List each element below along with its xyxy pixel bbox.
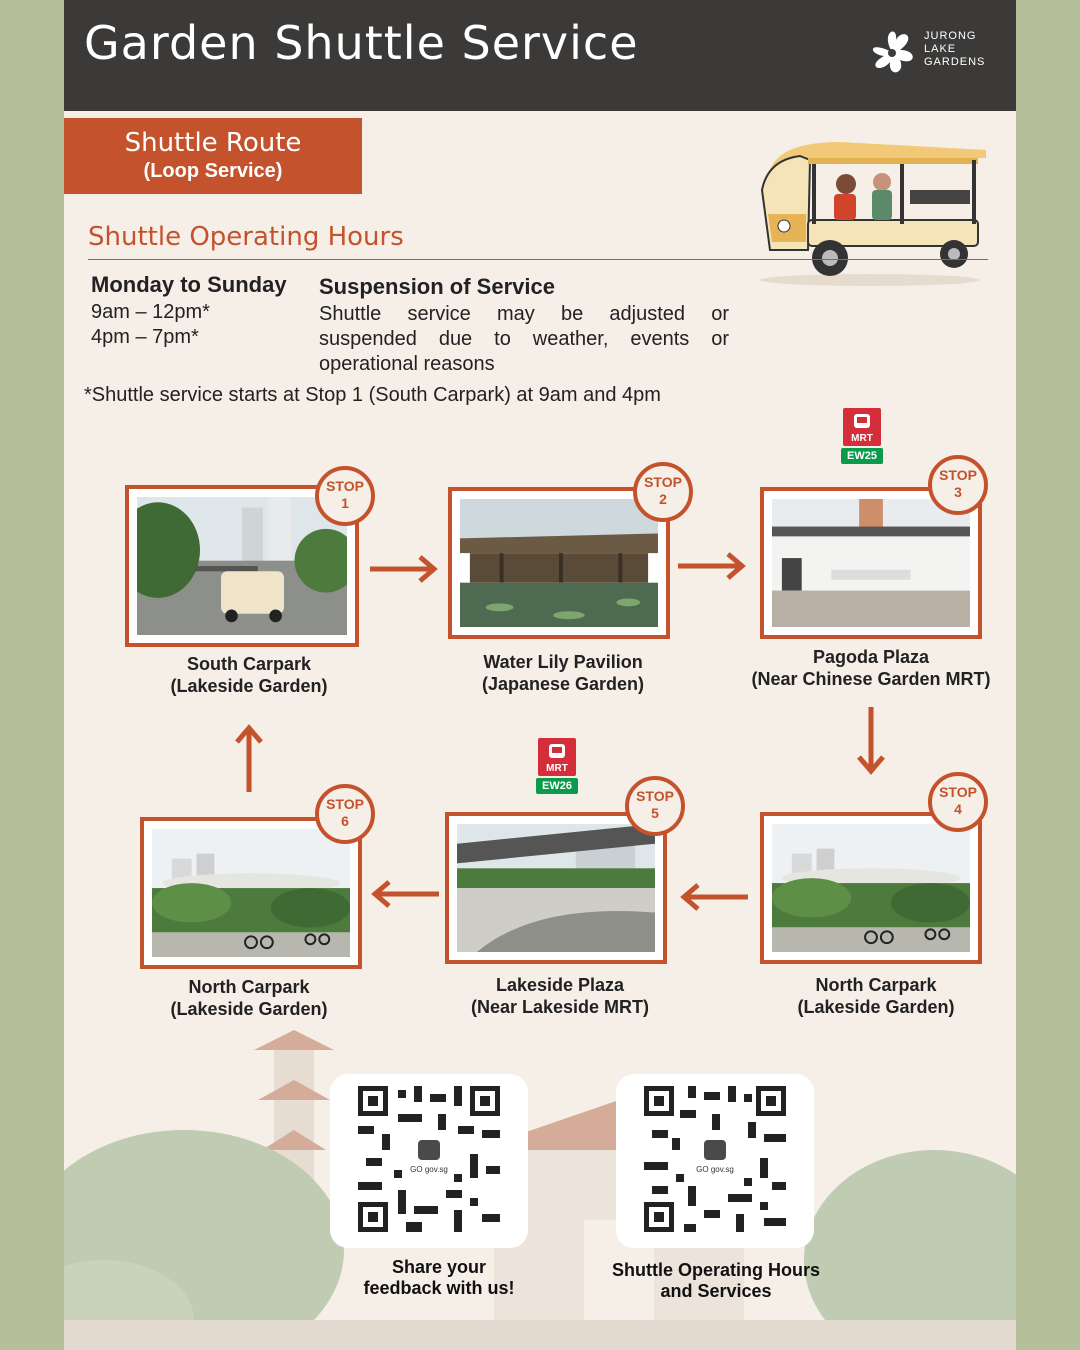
qr-code-icon[interactable] (644, 1086, 786, 1232)
mrt-code: EW26 (536, 778, 578, 794)
stop-1-caption: South Carpark (Lakeside Garden) (170, 654, 328, 696)
header-bar (64, 0, 1016, 111)
mrt-marker-ew25 (840, 408, 884, 464)
mrt-code: EW25 (841, 448, 883, 464)
feedback-qr-caption: Share your feedback with us! (363, 1257, 515, 1298)
mrt-icon: MRT (538, 738, 576, 776)
stop-2-badge: STOP 2 (633, 462, 693, 522)
stop-5-photo (445, 812, 667, 964)
arrow-down-icon (856, 707, 886, 779)
hours-heading: Shuttle Operating Hours (88, 222, 404, 252)
stop-4-photo (760, 812, 982, 964)
svg-text:GO gov.sg: GO gov.sg (410, 1165, 448, 1174)
route-label (64, 118, 362, 194)
time-slot: 4pm – 7pm* (91, 326, 199, 348)
stop-1-badge: STOP 1 (315, 466, 375, 526)
brand-text: JURONG LAKE GARDENS (924, 30, 986, 68)
qr-code-icon[interactable] (358, 1086, 500, 1232)
arrow-up-icon (234, 720, 264, 792)
operating-days (91, 272, 287, 350)
divider (88, 259, 988, 260)
suspension-notice (319, 274, 729, 377)
garden-background-art (64, 1020, 1016, 1350)
suspension-text: Shuttle service may be adjusted or suspended due to weather, events or operational reasons (319, 303, 729, 375)
brand-logo (862, 22, 1002, 82)
stop-4-badge: STOP 4 (928, 772, 988, 832)
start-note: *Shuttle service starts at Stop 1 (South Carpark) at 9am and 4pm (84, 384, 661, 406)
feedback-qr-card[interactable] (330, 1074, 528, 1248)
stop-3-badge: STOP 3 (928, 455, 988, 515)
orchid-icon (862, 22, 922, 80)
stop-2-photo (448, 487, 670, 639)
hours-qr-card[interactable] (616, 1074, 814, 1248)
stop-6-caption: North Carpark (Lakeside Garden) (170, 977, 328, 1019)
poster (64, 0, 1016, 1350)
arrow-left-icon (367, 879, 439, 909)
mrt-marker-ew26 (535, 738, 579, 794)
stop-5-badge: STOP 5 (625, 776, 685, 836)
stop-2-caption: Water Lily Pavilion (Japanese Garden) (481, 652, 645, 694)
stop-3-caption: Pagoda Plaza (Near Chinese Garden MRT) (751, 647, 991, 689)
route-title: Shuttle Route (124, 128, 302, 158)
stop-5-caption: Lakeside Plaza (Near Lakeside MRT) (470, 975, 650, 1017)
suspension-title: Suspension of Service (319, 274, 555, 299)
stop-6-badge: STOP 6 (315, 784, 375, 844)
time-slot: 9am – 12pm* (91, 301, 210, 323)
arrow-right-icon (678, 551, 750, 581)
svg-text:GO gov.sg: GO gov.sg (696, 1165, 734, 1174)
days-label: Monday to Sunday (91, 272, 287, 297)
shuttle-illustration (750, 130, 990, 290)
arrow-right-icon (370, 554, 442, 584)
page-title: Garden Shuttle Service (84, 16, 639, 70)
mrt-icon: MRT (843, 408, 881, 446)
hours-qr-caption: Shuttle Operating Hours and Services (611, 1260, 820, 1301)
arrow-left-icon (676, 882, 748, 912)
route-subtitle: (Loop Service) (143, 160, 283, 182)
stop-4-caption: North Carpark (Lakeside Garden) (797, 975, 955, 1017)
